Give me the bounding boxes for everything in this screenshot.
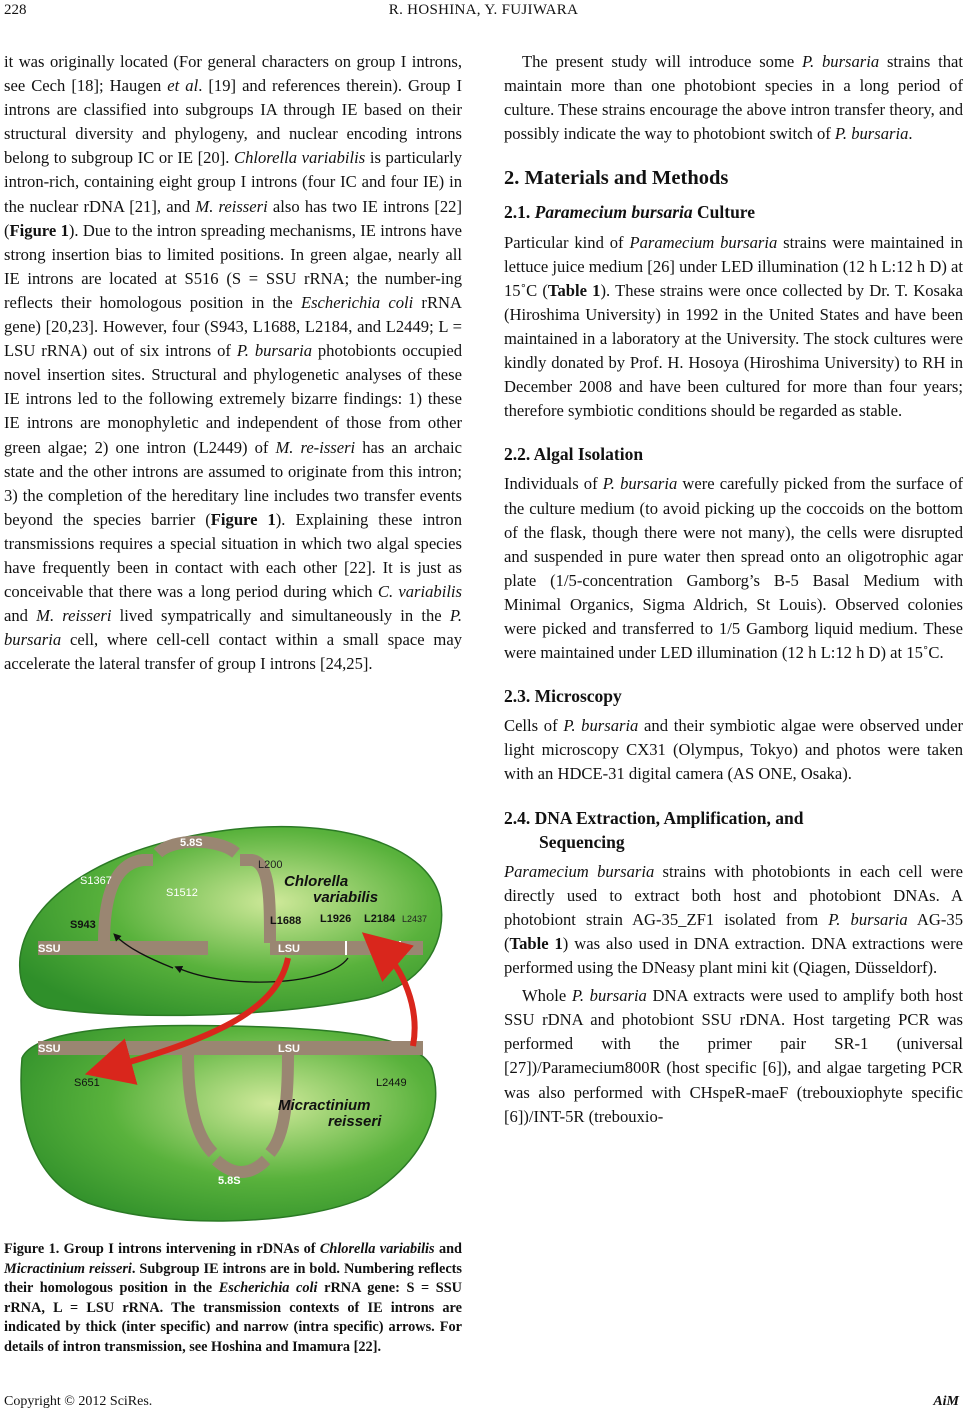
svg-text:S943: S943 [70, 919, 96, 931]
microscopy-paragraph: Cells of P. bursaria and their symbiotic algae were observed under light microscopy CX31 (Olympus, Tokyo) and photos were taken with an HDCE-31 digital camera (AS ONE, Osaka). [504, 716, 963, 784]
figure-1-diagram [8, 808, 454, 1230]
svg-text:SSU: SSU [38, 1043, 61, 1055]
svg-text:S1367: S1367 [80, 875, 112, 887]
svg-text:L2437: L2437 [402, 914, 428, 924]
running-authors: R. HOSHINA, Y. FUJIWARA [388, 2, 579, 18]
copyright: Copyright © 2012 SciRes. [4, 1394, 153, 1409]
left-column [4, 50, 462, 676]
svg-text:5.8S: 5.8S [218, 1175, 241, 1187]
isolation-paragraph: Individuals of P. bursaria were carefully picked from the surface of the culture medium (to avoid picking up the coccoids on the bottom of the flask, though there were not many), the cells were disrupted and suspended in pure water then spread onto an oligotrophic agar plate (1/5-concentration Gamborg’s B-5 Basal Medium with Minimal Organics, Sigma Aldrich, St Louis). Observed colonies were picked and transferred to 1/5 Gamborg liquid medium. These were maintained under LED illumination (12 h L:12 h D) at 15˚C. [504, 474, 963, 663]
body-paragraph: it was originally located (For general characters on group I introns, see Cech [18]; Haugen et al. [19] and references therein). Group I introns are classified into subgroups IA through IE based on their structural diversity and phylogeny, and nuclear encoding introns belong to subgroup IC or IE [20]. Chlorella variabilis is particularly intron-rich, containing eight group I introns (four IC and four IE) in the nuclear rDNA [21], and M. reisseri also has two IE introns [22] (Figure 1). Due to the intron spreading mechanisms, IE introns have strong insertion bias to limited positions. In green algae, nearly all IE introns are located at S516 (S = SSU rRNA; the number-ing reflects their homologous position in the Escherichia coli rRNA gene) [20,23]. However, four (S943, L1688, L2184, and L2449; L = LSU rRNA) out of six introns of P. bursaria photobionts occupied novel insertion sites. Structural and phylogenetic analyses of these IE introns led to the following extremely bizarre findings: 1) these IE introns are monophyletic and independent of those from other green algae; 2) one intron (L2449) of M. re-isseri has an archaic state and the other introns are assumed to originate from this intron; 3) the completion of the hereditary line includes two transfer events beyond the species barrier (Figure 1). Explaining these intron transmissions requires a special situation in which two algal species have frequently been in contact with each other [22]. It is just as conceivable that there was a long period during which C. variabilis and M. reisseri lived sympatrically and simultaneously in the P. bursaria cell, where cell-cell contact within a small space may accelerate the lateral transfer of group I introns [24,25]. [4, 52, 463, 674]
figure-caption: Figure 1. Group I introns intervening in rDNAs of Chlorella variabilis and Micractinium reisseri. Subgroup IE introns are in bold. Numbering reflects their homologous position in the Escherichia coli rRNA gene: S = SSU rRNA, L = LSU rRNA. The transmission contexts of IE introns are indicated by thick (inter specific) and narrow (intra specific) arrows. For details of intron transmission, see Hoshina and Imamura [22]. [4, 1241, 463, 1355]
right-column [504, 50, 963, 1129]
svg-text:S1512: S1512 [166, 887, 198, 899]
svg-text:L2184: L2184 [364, 913, 396, 925]
svg-text:Micractinium: Micractinium [278, 1097, 371, 1114]
svg-text:5.8S: 5.8S [180, 837, 203, 849]
pcr-paragraph: Whole P. bursaria DNA extracts were used to amplify both host SSU rDNA and photobiont SSU rDNA. Host targeting PCR was performed with the primer pair SR-1 (universal [27])/Paramecium800R (host specific [6]), and algae targeting PCR was also performed with CHspeR-maeF (trebouxiophyte specific [6])/INT-5R (trebouxio- [504, 986, 963, 1126]
svg-text:LSU: LSU [278, 943, 300, 955]
dna-paragraph: Paramecium bursaria strains with photobionts in each cell were directly used to extract both host and photobiont DNAs. A photobiont strain AG-35_ZF1 isolated from P. bursaria AG-35 (Table 1) was also used in DNA extraction. DNA extractions were performed using the DNeasy plant mini kit (Qiagen, Düsseldorf). [504, 861, 963, 978]
svg-text:LSU: LSU [278, 1043, 300, 1055]
intro-paragraph: The present study will introduce some P. bursaria strains that maintain more than one photobiont species in a long period of culture. These strains encourage the above intron transfer theory, and possibly indicate the way to photobiont switch of P. bursaria. [504, 52, 963, 144]
svg-text:L1688: L1688 [270, 915, 302, 927]
svg-text:L2449: L2449 [376, 1077, 407, 1089]
journal-name: AiM [933, 1394, 959, 1409]
svg-text:variabilis: variabilis [313, 889, 379, 906]
subsection-heading: 2.2. Algal Isolation [504, 444, 644, 465]
svg-text:Chlorella: Chlorella [284, 873, 349, 890]
svg-text:L200: L200 [258, 859, 283, 871]
subsection-heading: 2.4. DNA Extraction, Amplification, and Sequencing [504, 807, 804, 852]
page-header [0, 2, 967, 26]
page-number: 228 [4, 2, 27, 18]
svg-text:SSU: SSU [38, 943, 61, 955]
culture-paragraph: Particular kind of Paramecium bursaria strains were maintained in lettuce juice medium [26] under LED illumination (12 h L:12 h D) at 15˚C (Table 1). These strains were once collected by Dr. T. Kosaka (Hiroshima University) in 1992 in the United States and have been maintained in a laboratory at the University. The stock cultures were kindly donated by Prof. H. Hosoya (Hiroshima University) to RH in December 2008 and have been cultured for more than four years; therefore symbiotic conditions should be regarded as stable. [504, 232, 963, 421]
subsection-heading: 2.3. Microscopy [504, 686, 622, 707]
subsection-heading: 2.1. Paramecium bursaria Culture [504, 202, 756, 223]
svg-text:reisseri: reisseri [328, 1113, 382, 1130]
svg-text:S651: S651 [74, 1077, 100, 1089]
svg-text:L1926: L1926 [320, 913, 352, 925]
section-heading: 2. Materials and Methods [504, 167, 729, 190]
